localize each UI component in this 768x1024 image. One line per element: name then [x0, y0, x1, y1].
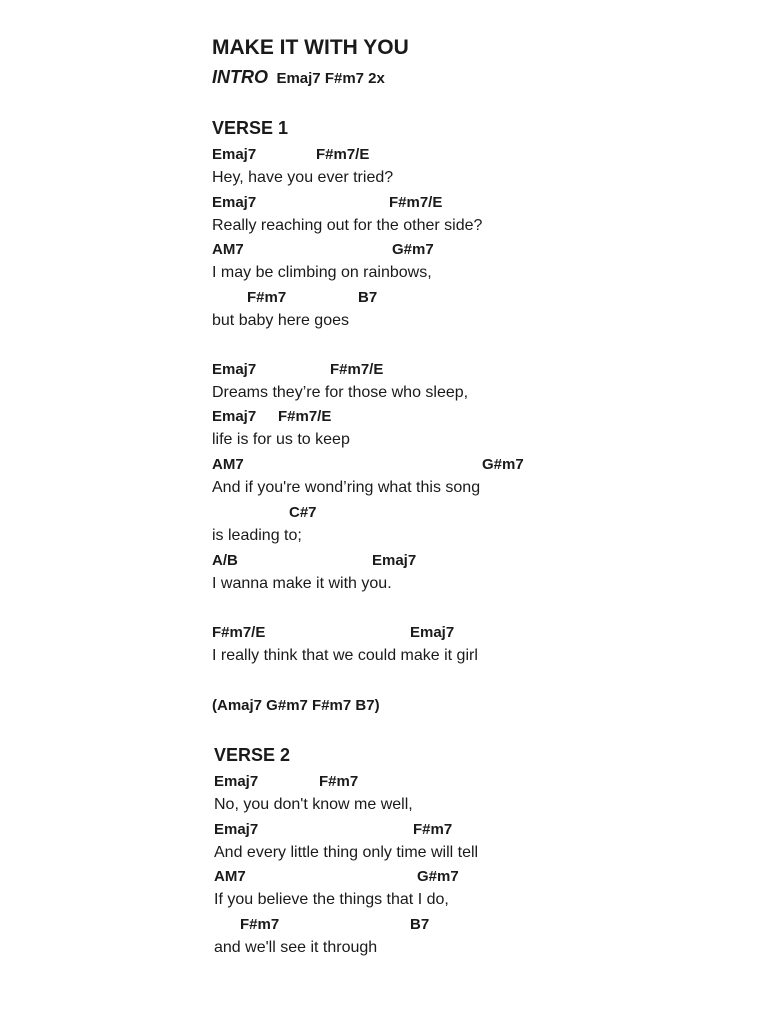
lyric-line: Hey, have you ever tried?: [212, 169, 394, 186]
lyric-line: If you believe the things that I do,: [214, 891, 449, 908]
chord-line: [212, 194, 572, 214]
chord: Emaj7: [372, 552, 417, 569]
turnaround-chords: (Amaj7 G#m7 F#m7 B7): [212, 697, 380, 714]
chord-line: [214, 773, 574, 793]
lyric-line: but baby here goes: [212, 312, 349, 329]
lyric-line: Dreams they’re for those who sleep,: [212, 384, 469, 401]
chord: AM7: [214, 868, 246, 885]
chord: F#m7: [247, 289, 287, 306]
lyric-line: life is for us to keep: [212, 431, 350, 448]
chord-line: [212, 504, 572, 524]
chord-line: [212, 552, 572, 572]
verse1-heading: VERSE 1: [212, 118, 289, 138]
lyric-line: and we'll see it through: [214, 939, 378, 956]
intro-line: [212, 67, 385, 88]
chord: F#m7/E: [212, 624, 266, 641]
chord: F#m7: [413, 821, 453, 838]
chord: Emaj7: [212, 361, 257, 378]
chord: F#m7: [319, 773, 359, 790]
chord: AM7: [212, 456, 244, 473]
lyric-line: I really think that we could make it girl: [212, 647, 478, 664]
chord: G#m7: [392, 241, 434, 258]
chord: Emaj7: [212, 146, 257, 163]
chord: F#m7/E: [278, 408, 332, 425]
chord-line: [212, 408, 572, 428]
lyric-line: And every little thing only time will tell: [214, 844, 479, 861]
lyric-line: And if you're wond’ring what this song: [212, 479, 481, 496]
chord: F#m7/E: [316, 146, 370, 163]
chord: G#m7: [482, 456, 524, 473]
chord: Emaj7: [212, 408, 257, 425]
chord-line: [212, 146, 572, 166]
chord: Emaj7: [212, 194, 257, 211]
chord: A/B: [212, 552, 238, 569]
chord: G#m7: [417, 868, 459, 885]
intro-label: INTRO: [212, 67, 268, 87]
chord: Emaj7: [214, 773, 259, 790]
chord: B7: [358, 289, 378, 306]
chord-line: [214, 821, 574, 841]
chord-line: [212, 624, 572, 644]
lyric-line: No, you don't know me well,: [214, 796, 413, 813]
lyric-line: Really reaching out for the other side?: [212, 217, 483, 234]
lyric-line: I may be climbing on rainbows,: [212, 264, 432, 281]
song-title: MAKE IT WITH YOU: [212, 36, 409, 59]
chord: F#m7/E: [389, 194, 443, 211]
chord: F#m7/E: [330, 361, 384, 378]
intro-chords: Emaj7 F#m7 2x: [276, 70, 385, 87]
chord: F#m7: [240, 916, 280, 933]
chord-line: [212, 241, 572, 261]
chord: AM7: [212, 241, 244, 258]
lyric-line: is leading to;: [212, 527, 302, 544]
chord-line: [214, 868, 574, 888]
chord: B7: [410, 916, 430, 933]
chord-line: [212, 361, 572, 381]
chord-line: [212, 289, 572, 309]
chord-line: [212, 456, 572, 476]
chord-line: [214, 916, 574, 936]
chord: Emaj7: [214, 821, 259, 838]
lyric-line: I wanna make it with you.: [212, 575, 392, 592]
verse2-heading: VERSE 2: [214, 745, 291, 765]
chord: C#7: [289, 504, 317, 521]
chord: Emaj7: [410, 624, 455, 641]
